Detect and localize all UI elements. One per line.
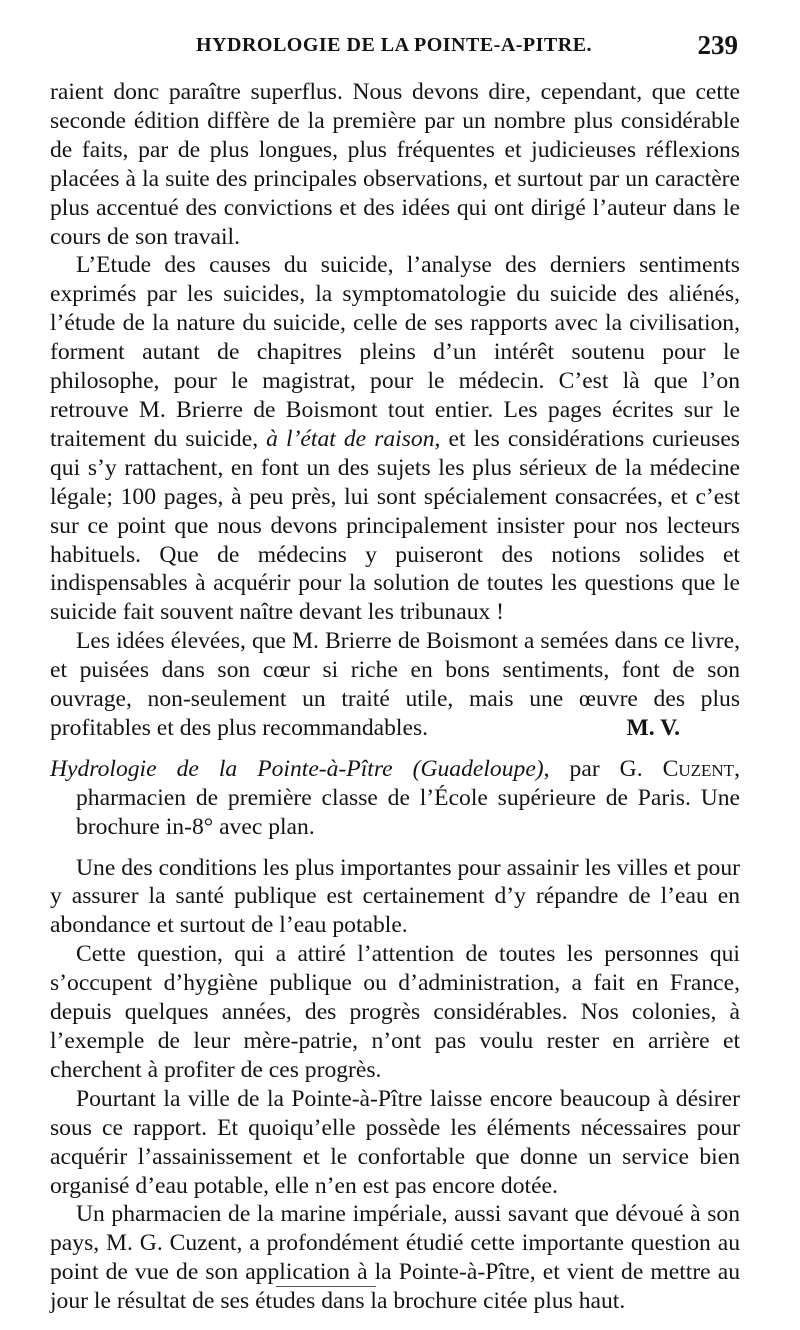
page-header xyxy=(46,30,746,66)
review-title-location: (Guadeloupe) xyxy=(412,755,544,782)
section-gap xyxy=(50,842,740,854)
paragraph-text: Les idées élevées, que M. Brierre de Boismont a semées dans ce livre, et puisées dans son cœur si riche en bons sentiments, font de son ouvrage, non-seulement un traité utile, mais une œuvre des plus profitables et des plus recommandables. xyxy=(50,628,740,741)
paragraph-pointe-a-pitre xyxy=(50,1085,740,1201)
paragraph-water-importance xyxy=(50,854,740,941)
paragraph-cuzent xyxy=(50,1200,740,1316)
review-heading xyxy=(50,755,740,842)
review-author: Cuzent xyxy=(662,755,735,782)
italic-phrase: à l’état de raison xyxy=(266,425,435,452)
paragraph-suicide-study xyxy=(50,251,740,627)
review-by: , par G. xyxy=(543,755,663,782)
section-gap xyxy=(50,743,740,755)
running-title: HYDROLOGIE DE LA POINTE-A-PITRE. xyxy=(196,34,593,56)
paragraph-hygiene-progress xyxy=(50,940,740,1085)
paragraph-text: Une des conditions les plus importantes pour assainir les villes et pour y assurer la santé publique est certainement d’y répandre de l’eau en abondance et surtout de l’eau potable. xyxy=(50,854,740,939)
review-title: Hydrologie de la Pointe-à-Pître xyxy=(50,755,393,782)
page-body xyxy=(50,78,740,1316)
paragraph-text: Pourtant la ville de la Pointe-à-Pître laisse encore beaucoup à désirer sous ce rapport. Et quoiqu’elle possède les éléments nécessaires pour acquérir l’assainissement et le confortable que donne un service bien organisé d’eau potable, elle n’en est pas encore dotée. xyxy=(50,1085,740,1199)
review-details: , pharmacien de première classe de l’École supérieure de Paris. Une brochure in-8° avec plan. xyxy=(76,755,740,840)
paragraph-text: Un pharmacien de la marine impériale, aussi savant que dévoué à son pays, M. G. Cuzent, a profondément étudié cette importante question au point de vue de son application à la Pointe-à-Pître, et vient de mettre au jour le résultat de ses études dans la brochure citée plus haut. xyxy=(50,1201,740,1315)
paragraph-text: Cette question, qui a attiré l’attention de toutes les personnes qui s’occupent d’hygiène publique ou d’administration, a fait en France, depuis quelques années, des progrès considérables. Nos colonies, à l’exemple de leur mère-patrie, n’ont pas voulu rester en arrière et cherchent à profiter de ces progrès. xyxy=(50,941,740,1083)
footer-rule xyxy=(276,1286,376,1287)
paragraph-conclusion xyxy=(50,627,740,743)
page-number: 239 xyxy=(697,30,738,60)
paragraph-text: , et les considérations curieuses qui s’y rattachent, en font un des sujets les plus sérieux de la médecine légale; 100 pages, à peu près, lui sont spécialement consacrées, et c’est sur ce point que nous devons principalement insister pour nos lecteurs habituels. Que de médecins y puiseront des notions solides et indispensables à acquérir pour la solution de toutes les questions que le suicide fait souvent naître devant les tribunaux ! xyxy=(50,425,740,626)
paragraph-continuation xyxy=(50,78,740,251)
paragraph-text: L’Etude des causes du suicide, l’analyse des derniers sentiments exprimés par les suicides, la symptomatologie du suicide des aliénés, l’étude de la nature du suicide, celle de ses rapports avec la civilisation, forment autant de chapitres pleins d’un intérêt soutenu pour le philosophe, pour le magistrat, pour le médecin. C’est là que l’on retrouve M. Brierre de Boismont tout entier. Les pages écrites sur le traitement du suicide, xyxy=(50,252,740,452)
review-signature: M. V. xyxy=(626,714,680,741)
paragraph-text: raient donc paraître superflus. Nous devons dire, cependant, que cette seconde édition diffère de la première par un nombre plus considérable de faits, par de plus longues, plus fréquentes et judicieuses réflexions placées à la suite des principales observations, et surtout par un caractère plus accentué des convictions et des idées qui ont dirigé l’auteur dans le cours de son travail. xyxy=(50,79,740,250)
